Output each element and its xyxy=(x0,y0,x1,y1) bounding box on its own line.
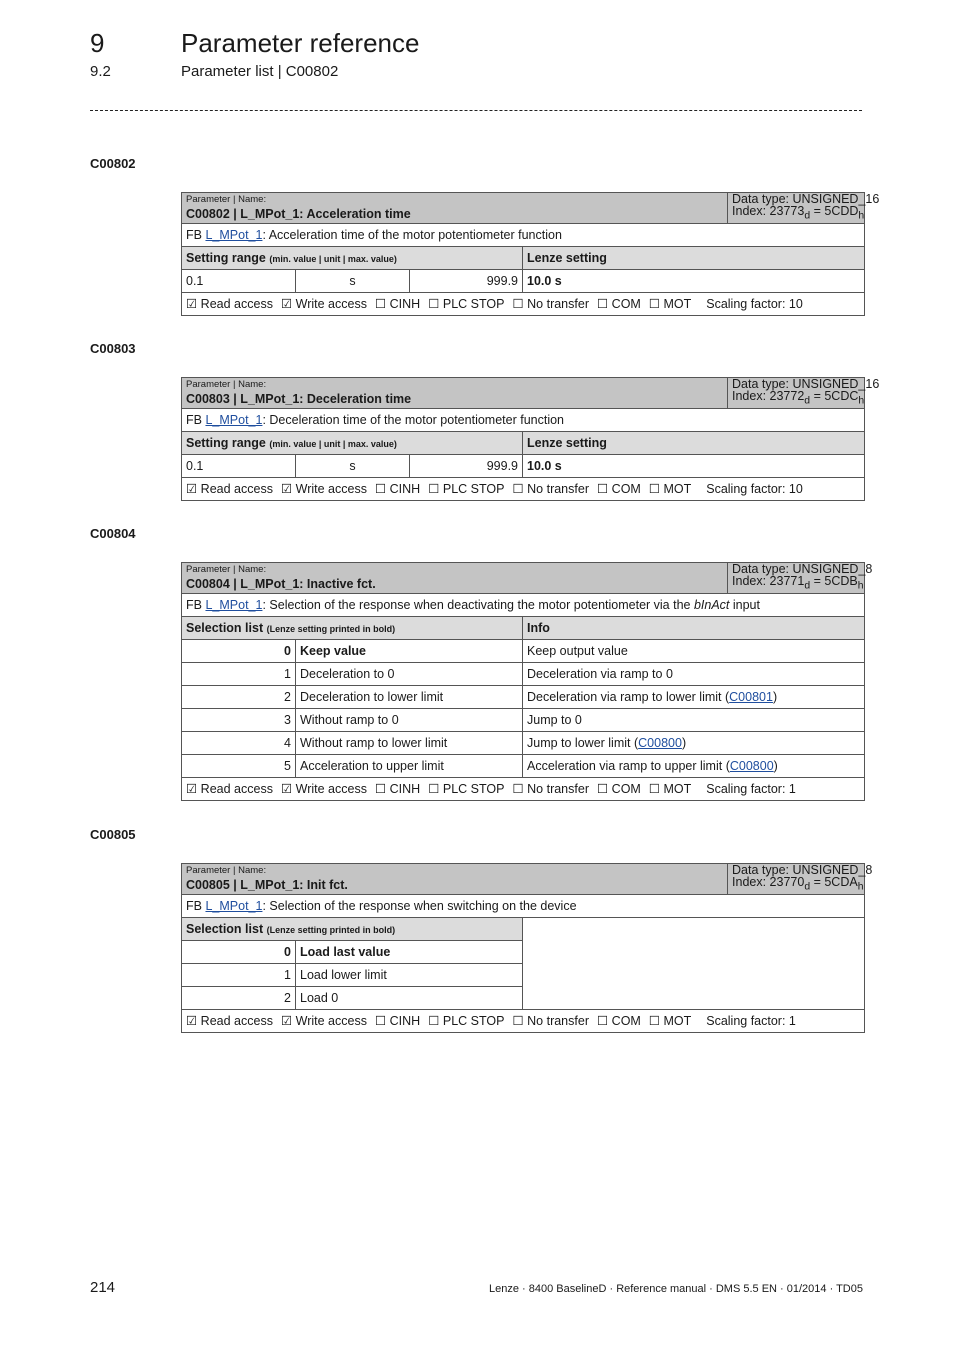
scaling-factor: Scaling factor: 1 xyxy=(706,1014,796,1028)
fb-link[interactable]: L_MPot_1 xyxy=(205,898,263,913)
parameter-heading-c00802: C00802 xyxy=(90,156,136,171)
fb-link[interactable]: L_MPot_1 xyxy=(205,227,263,242)
parameter-table-c00805 xyxy=(181,863,873,1033)
lenze-setting-header: Lenze setting xyxy=(523,246,865,269)
parameter-table-c00804 xyxy=(181,562,873,801)
selection-value: 1 xyxy=(182,662,296,685)
data-type: Data type: UNSIGNED_16 xyxy=(732,192,880,206)
min-value: 0.1 xyxy=(182,454,296,477)
parameter-name: C00804 | L_MPot_1: Inactive fct. xyxy=(186,577,376,592)
index: Index: 23772 xyxy=(732,389,805,403)
parameter-header: Parameter | Name: C00805 | L_MPot_1: Init fct. xyxy=(182,864,728,895)
parameter-heading-c00805: C00805 xyxy=(90,827,136,842)
selection-label: Deceleration to lower limit xyxy=(296,685,523,708)
selection-value: 1 xyxy=(182,963,296,986)
index: Index: 23773 xyxy=(732,204,805,218)
selection-value: 2 xyxy=(182,986,296,1009)
selection-value: 0 xyxy=(182,940,296,963)
table-row xyxy=(182,662,865,685)
selection-info: Keep output value xyxy=(523,639,865,662)
selection-info: Acceleration via ramp to upper limit (C00800) xyxy=(523,754,865,777)
access-footer: ☑ Read access ☑ Write access ☐ CINH ☐ PLC STOP ☐ No transfer ☐ COM ☐ MOT Scaling factor: 1 xyxy=(182,777,865,800)
data-type: Data type: UNSIGNED_16 xyxy=(732,377,880,391)
max-value: 999.9 xyxy=(410,269,523,292)
table-row xyxy=(182,731,865,754)
document-info: Lenze · 8400 BaselineD · Reference manual · DMS 5.5 EN · 01/2014 · TD05 xyxy=(489,1283,863,1295)
selection-value: 5 xyxy=(182,754,296,777)
selection-info: Deceleration via ramp to 0 xyxy=(523,662,865,685)
parameter-heading-c00803: C00803 xyxy=(90,341,136,356)
table-row xyxy=(182,639,865,662)
fb-link[interactable]: L_MPot_1 xyxy=(205,412,263,427)
access-footer: ☑ Read access ☑ Write access ☐ CINH ☐ PLC STOP ☐ No transfer ☐ COM ☐ MOT Scaling factor: 1 xyxy=(182,1009,865,1032)
selection-label: Acceleration to upper limit xyxy=(296,754,523,777)
setting-range-header: Setting range (min. value | unit | max. value) xyxy=(182,246,523,269)
index: Index: 23771 xyxy=(732,574,805,588)
parameter-name: C00802 | L_MPot_1: Acceleration time xyxy=(186,207,411,222)
unit: s xyxy=(296,269,410,292)
lenze-setting-value: 10.0 s xyxy=(523,454,865,477)
parameter-name: C00803 | L_MPot_1: Deceleration time xyxy=(186,392,412,407)
setting-range-header: Setting range (min. value | unit | max. value) xyxy=(182,431,523,454)
selection-label: Load 0 xyxy=(296,986,523,1009)
c00800-link[interactable]: C00800 xyxy=(729,758,774,773)
scaling-factor: Scaling factor: 1 xyxy=(706,782,796,796)
parameter-header: Parameter | Name: C00803 | L_MPot_1: Deceleration time xyxy=(182,378,728,409)
min-value: 0.1 xyxy=(182,269,296,292)
selection-value: 4 xyxy=(182,731,296,754)
selection-label: Load last value xyxy=(296,940,523,963)
parameter-table-c00803 xyxy=(181,377,880,501)
selection-info: Jump to 0 xyxy=(523,708,865,731)
data-type: Data type: UNSIGNED_8 xyxy=(732,863,873,877)
selection-value: 2 xyxy=(182,685,296,708)
selection-value: 3 xyxy=(182,708,296,731)
data-type: Data type: UNSIGNED_8 xyxy=(732,562,873,576)
fb-link[interactable]: L_MPot_1 xyxy=(205,597,263,612)
lenze-setting-header: Lenze setting xyxy=(523,431,865,454)
data-type-cell: Data type: UNSIGNED_8 Index: $23771_d = 5CDB_h$ xyxy=(728,563,865,594)
table-row xyxy=(182,708,865,731)
scaling-factor: Scaling factor: 10 xyxy=(706,482,803,496)
empty-info-cell xyxy=(523,917,865,1009)
page-number: 214 xyxy=(90,1279,116,1296)
access-footer: ☑ Read access ☑ Write access ☐ CINH ☐ PLC STOP ☐ No transfer ☐ COM ☐ MOT Scaling factor: 10 xyxy=(182,292,865,315)
selection-label: Without ramp to 0 xyxy=(296,708,523,731)
unit: s xyxy=(296,454,410,477)
c00800-link[interactable]: C00800 xyxy=(638,735,682,750)
selection-list-header: Selection list (Lenze setting printed in bold) xyxy=(182,917,523,940)
data-type-cell: Data type: UNSIGNED_16 Index: $23772_d = 5CDC_h$ xyxy=(728,378,865,409)
max-value: 999.9 xyxy=(410,454,523,477)
section-title: Parameter list | C00802 xyxy=(181,63,339,80)
parameter-name: C00805 | L_MPot_1: Init fct. xyxy=(186,878,348,893)
data-type-cell: Data type: UNSIGNED_16 Index: $23773_d = 5CDD_h$ xyxy=(728,193,865,224)
selection-label: Deceleration to 0 xyxy=(296,662,523,685)
fb-description: FB L_MPot_1: Acceleration time of the motor potentiometer function xyxy=(182,223,865,246)
header-divider xyxy=(90,110,862,111)
selection-label: Load lower limit xyxy=(296,963,523,986)
table-row xyxy=(182,754,865,777)
selection-label: Keep value xyxy=(296,639,523,662)
selection-info: Jump to lower limit (C00800) xyxy=(523,731,865,754)
lenze-setting-value: 10.0 s xyxy=(523,269,865,292)
chapter-number: 9 xyxy=(90,28,105,58)
scaling-factor: Scaling factor: 10 xyxy=(706,297,803,311)
table-row xyxy=(182,685,865,708)
chapter-title: Parameter reference xyxy=(181,28,420,58)
selection-value: 0 xyxy=(182,639,296,662)
data-type-cell: Data type: UNSIGNED_8 Index: $23770_d = 5CDA_h$ xyxy=(728,864,865,895)
parameter-header: Parameter | Name: C00802 | L_MPot_1: Acceleration time xyxy=(182,193,728,224)
access-footer: ☑ Read access ☑ Write access ☐ CINH ☐ PLC STOP ☐ No transfer ☐ COM ☐ MOT Scaling factor: 10 xyxy=(182,477,865,500)
parameter-heading-c00804: C00804 xyxy=(90,526,136,541)
c00801-link[interactable]: C00801 xyxy=(729,689,773,704)
parameter-table-c00802 xyxy=(181,192,880,316)
selection-list-header: Selection list (Lenze setting printed in bold) xyxy=(182,616,523,639)
selection-info: Deceleration via ramp to lower limit (C00801) xyxy=(523,685,865,708)
fb-description: FB L_MPot_1: Selection of the response when deactivating the motor potentiometer via the bInAct input xyxy=(182,593,865,616)
parameter-header: Parameter | Name: C00804 | L_MPot_1: Inactive fct. xyxy=(182,563,728,594)
fb-description: FB L_MPot_1: Selection of the response when switching on the device xyxy=(182,894,865,917)
index: Index: 23770 xyxy=(732,875,805,889)
info-header: Info xyxy=(523,616,865,639)
fb-description: FB L_MPot_1: Deceleration time of the motor potentiometer function xyxy=(182,408,865,431)
section-number: 9.2 xyxy=(90,63,111,80)
selection-label: Without ramp to lower limit xyxy=(296,731,523,754)
